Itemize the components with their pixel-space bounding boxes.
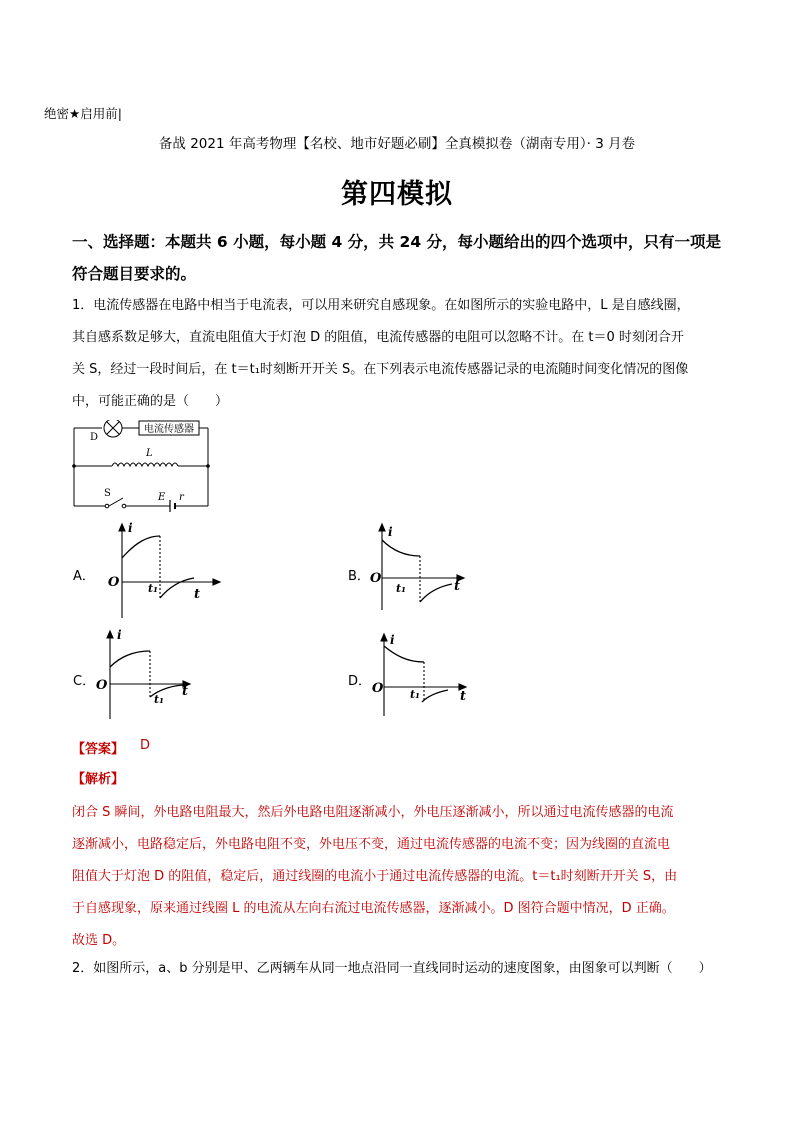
explanation-line: 于自感现象，原来通过线圈 L 的电流从左向右流过电流传感器，逐渐减小。D 图符合题中情况，D 正确。 — [72, 901, 675, 916]
y-axis-label: i — [388, 525, 393, 539]
resistance-label: r — [179, 492, 184, 503]
explanation-label: 【解析】 — [72, 772, 125, 787]
battery-label: E — [158, 492, 166, 503]
t1-label: t₁ — [410, 688, 420, 701]
option-a-graph[interactable] — [98, 520, 238, 618]
x-axis-label: t — [460, 689, 467, 704]
option-a-letter[interactable]: A． — [73, 569, 95, 584]
x-axis-label: t — [194, 587, 201, 602]
x-axis-label: t — [454, 579, 461, 594]
origin-label: O — [108, 575, 120, 590]
inductor-coil-icon — [112, 463, 178, 466]
answer-label: 【答案】 — [72, 742, 125, 757]
explanation-line: 阻值大于灯泡 D 的阻值，稳定后，通过线圈的电流小于通过电流传感器的电流。t＝t₁时刻断开开关 S，由 — [72, 869, 678, 884]
y-axis-label: i — [128, 521, 133, 535]
switch-icon — [109, 498, 123, 506]
origin-label: O — [372, 681, 384, 696]
explanation-line: 闭合 S 瞬间，外电路电阻最大，然后外电路电阻逐渐减小，外电压逐渐减小，所以通过电流传感器的电流 — [72, 805, 674, 820]
question-1-line: 中，可能正确的是（ ） — [72, 394, 229, 409]
option-b-graph[interactable] — [358, 520, 478, 610]
option-d-graph[interactable] — [362, 630, 480, 720]
confidential-label: 绝密★启用前| — [44, 106, 122, 121]
option-b-letter[interactable]: B． — [348, 569, 370, 584]
origin-label: O — [370, 571, 382, 586]
lamp-label: D — [90, 432, 99, 443]
origin-label: O — [96, 678, 108, 693]
sensor-label: 电流传感器 — [144, 424, 194, 435]
exam-subtitle: 备战 2021 年高考物理【名校、地市好题必刷】全真模拟卷（湖南专用）· 3 月卷 — [158, 136, 636, 152]
option-c-graph[interactable] — [90, 627, 200, 719]
t1-label: t₁ — [396, 582, 406, 595]
page-title: 第四模拟 — [341, 179, 453, 210]
question-1-line: 关 S，经过一段时间后，在 t＝t₁时刻断开开关 S。在下列表示电流传感器记录的电流随时间变化情况的图像 — [72, 362, 689, 377]
explanation-line: 故选 D。 — [72, 933, 126, 948]
switch-label: S — [104, 488, 111, 499]
explanation-line: 逐渐减小，电路稳定后，外电路电阻不变，外电压不变，通过电流传感器的电流不变；因为线圈的直流电 — [72, 837, 671, 852]
question-1-line: 其自感系数足够大，直流电阻值大于灯泡 D 的阻值，电流传感器的电阻可以忽略不计。在 t＝0 时刻闭合开 — [72, 330, 684, 345]
t1-label: t₁ — [154, 693, 164, 706]
circuit-diagram — [66, 420, 216, 512]
question-1-text — [72, 290, 734, 418]
inductor-label: L — [146, 448, 153, 459]
explanation-text — [72, 797, 734, 957]
question-2-text: 2．如图所示，a、b 分别是甲、乙两辆车从同一地点沿同一直线同时运动的速度图象，由图象可以判断（ ） — [72, 961, 712, 976]
option-c-letter[interactable]: C． — [73, 674, 96, 689]
question-1-line: 1．电流传感器在电路中相当于电流表，可以用来研究自感现象。在如图所示的实验电路中，L 是自感线圈， — [72, 298, 690, 313]
answer-value: D — [140, 738, 151, 753]
y-axis-label: i — [117, 628, 122, 642]
option-d-letter[interactable]: D． — [348, 674, 372, 689]
t1-label: t₁ — [148, 582, 158, 595]
section-heading: 一、选择题：本题共 6 小题，每小题 4 分，共 24 分，每小题给出的四个选项中，只有一项是符合题目要求的。 — [72, 233, 722, 283]
x-axis-label: t — [182, 684, 189, 699]
y-axis-label: i — [390, 633, 395, 647]
